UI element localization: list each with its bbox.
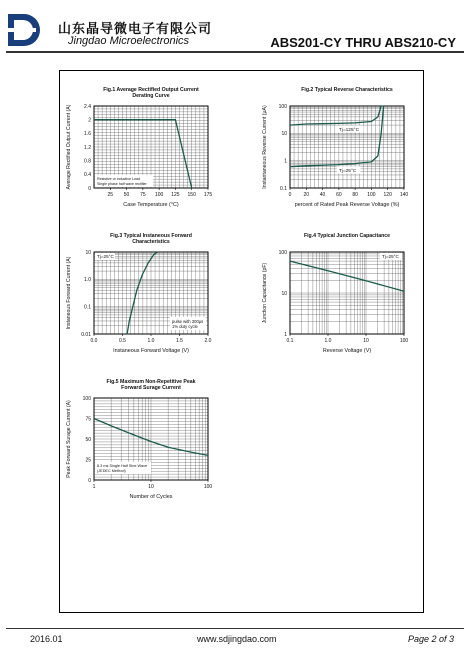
y-axis-label: Junction Capacitance (pF) — [262, 262, 268, 324]
y-tick-label: 2 — [88, 117, 91, 124]
chart-svg — [62, 228, 252, 368]
x-tick-label: 100 — [203, 484, 213, 490]
y-tick-label: 50 — [85, 436, 91, 443]
y-tick-label: 1.0 — [84, 277, 91, 284]
x-tick-label: 100 — [154, 192, 164, 198]
y-tick-label: 2.4 — [84, 103, 91, 110]
x-tick-label: 0 — [288, 192, 292, 198]
chart-title: Fig.2 Typical Reverse Characteristics — [301, 87, 393, 93]
y-tick-label: 100 — [278, 249, 287, 256]
series-line — [290, 106, 384, 125]
footer-url: www.sdjingdao.com — [197, 634, 277, 644]
grid — [290, 106, 404, 188]
x-tick-label: 100 — [399, 338, 409, 344]
x-tick-label: 1.0 — [324, 338, 332, 344]
header-divider — [6, 51, 464, 53]
y-axis-label: Instaneous Forward Current (A) — [66, 256, 72, 330]
x-tick-label: 50 — [123, 192, 130, 198]
chart-annotation: Tj=25°C — [97, 254, 114, 259]
x-tick-label: 140 — [399, 192, 409, 198]
x-tick-label: 175 — [203, 192, 213, 198]
x-tick-label: 60 — [336, 192, 342, 198]
series-line — [290, 261, 404, 291]
y-tick-label: 1 — [284, 158, 287, 165]
y-tick-label: 10 — [281, 131, 287, 138]
y-tick-label: 0.01 — [81, 331, 91, 338]
y-tick-label: 10 — [85, 249, 91, 256]
x-tick-label: 10 — [363, 338, 369, 344]
x-tick-label: 1 — [92, 484, 96, 490]
x-tick-label: 150 — [187, 192, 196, 198]
chart-title: Fig.5 Maximum Non-Repetitive Peak — [106, 379, 196, 385]
chart-annotation: Resistive or inductive Load — [97, 177, 140, 181]
chart-title: Fig.1 Average Rectified Output Current — [103, 87, 199, 93]
chart-svg — [258, 82, 448, 222]
chart-title: Fig.3 Typical Instaneous Forward — [110, 233, 192, 239]
fig5-chart — [62, 374, 252, 514]
x-axis-label: Reverse Voltage (V) — [322, 348, 372, 354]
x-tick-label: 100 — [367, 192, 376, 198]
x-tick-label: 75 — [140, 192, 146, 198]
chart-annotation: Tj=25°C — [382, 254, 399, 259]
y-tick-label: 0.8 — [84, 158, 91, 165]
y-tick-label: 0 — [88, 477, 91, 484]
chart-svg — [62, 82, 252, 222]
chart-subtitle: Derating Curve — [132, 93, 170, 99]
y-tick-label: 1.6 — [84, 131, 91, 138]
series-label: Tj=125°C — [338, 127, 360, 133]
fig3-chart — [62, 228, 252, 368]
x-tick-label: 120 — [383, 192, 392, 198]
x-tick-label: 20 — [303, 192, 310, 198]
chart-annotation: Single phase half wave rectifier — [97, 182, 147, 186]
x-tick-label: 2.0 — [204, 338, 212, 344]
x-tick-label: 0.1 — [286, 338, 294, 344]
chart-svg — [62, 374, 252, 514]
x-tick-label: 0.0 — [90, 338, 98, 344]
x-tick-label: 40 — [319, 192, 326, 198]
y-tick-label: 1 — [284, 331, 287, 338]
chart-annotation: pulse with 300μs — [172, 319, 204, 324]
y-tick-label: 0.4 — [84, 172, 91, 179]
company-name-en: Jingdao Microelectronics — [68, 35, 190, 47]
chart-annotation: 8.3 ms Single Half Sine Wave — [97, 464, 148, 468]
chart-svg — [258, 228, 448, 368]
x-axis-label: Number of Cycles — [129, 494, 173, 500]
x-tick-label: 1.5 — [176, 338, 183, 344]
footer-divider — [6, 628, 464, 629]
footer-page: Page 2 of 3 — [407, 634, 454, 644]
chart-annotation: (JEDEC Method) — [97, 469, 126, 473]
y-tick-label: 100 — [278, 103, 287, 110]
y-tick-label: 100 — [82, 395, 91, 402]
x-axis-label: Case Temperature (°C) — [123, 202, 179, 208]
x-tick-label: 1.0 — [147, 338, 155, 344]
footer-date: 2016.01 — [30, 634, 63, 644]
company-name-cn: 山东晶导微电子有限公司 — [58, 22, 213, 37]
series-label: Tj=25°C — [338, 169, 357, 175]
y-axis-label: Peak Forward Surage Current (A) — [66, 400, 72, 478]
chart-subtitle: Forward Surage Current — [121, 385, 181, 391]
y-tick-label: 0.1 — [84, 304, 91, 311]
series-line — [290, 106, 384, 167]
fig4-chart — [258, 228, 448, 368]
x-axis-label: Instaneous Forward Voltage (V) — [113, 348, 189, 354]
y-tick-label: 0.1 — [280, 185, 287, 192]
y-tick-label: 75 — [85, 416, 91, 423]
grid — [290, 252, 404, 334]
y-tick-label: 10 — [281, 290, 287, 297]
x-tick-label: 0.5 — [119, 338, 126, 344]
chart-annotation: 1% duty cycle — [172, 324, 198, 329]
x-tick-label: 80 — [352, 192, 358, 198]
y-tick-label: 25 — [85, 457, 91, 464]
y-tick-label: 0 — [88, 185, 91, 192]
fig1-chart — [62, 82, 252, 222]
x-tick-label: 10 — [148, 484, 154, 490]
fig2-chart — [258, 82, 448, 222]
document-title: ABS201-CY THRU ABS210-CY — [270, 35, 456, 50]
chart-title: Fig.4 Typical Junction Capacitance — [303, 233, 391, 239]
x-tick-label: 25 — [107, 192, 114, 198]
x-axis-label: percent of Rated Peak Reverse Voltage (%) — [294, 202, 400, 208]
y-tick-label: 1.2 — [84, 144, 91, 151]
y-axis-label: Instantaneous Reverse Current (μA) — [262, 105, 268, 189]
chart-subtitle: Characteristics — [132, 239, 170, 245]
y-axis-label: Average Rectified Output Current (A) — [66, 104, 72, 190]
company-logo — [6, 12, 46, 48]
x-tick-label: 125 — [171, 192, 180, 198]
series-line — [127, 252, 158, 334]
